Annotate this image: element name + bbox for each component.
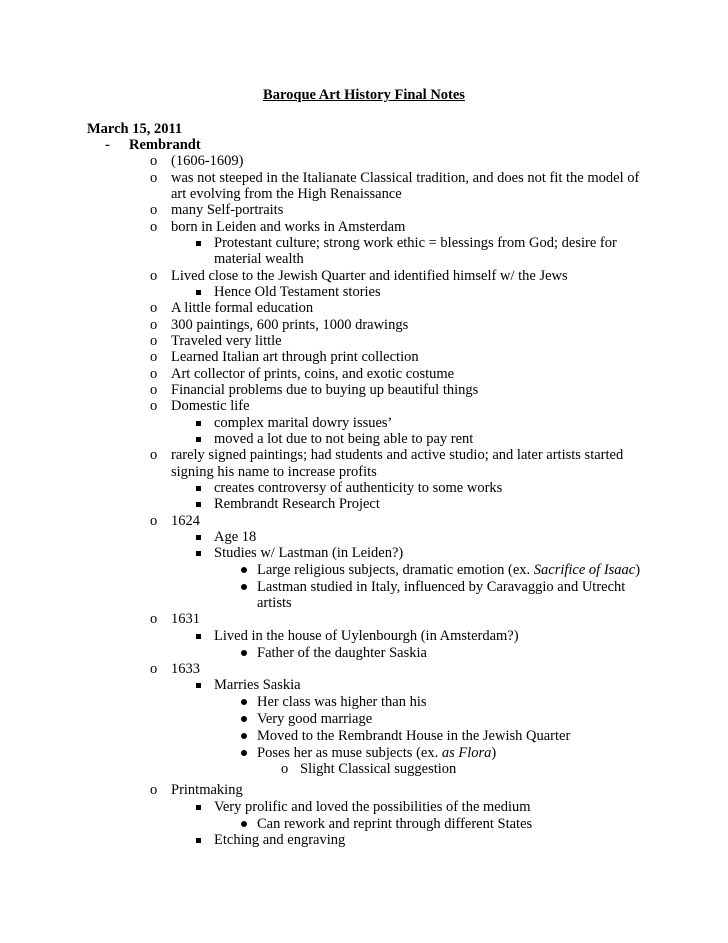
sub-item: Rembrandt Research Project bbox=[214, 496, 380, 512]
square-bullet-icon bbox=[196, 241, 201, 246]
dot-bullet-icon bbox=[241, 699, 247, 705]
list-item: many Self-portraits bbox=[171, 202, 284, 218]
list-item: was not steeped in the Italianate Classical tradition, and does not fit the model of bbox=[171, 170, 640, 186]
sub-item: complex marital dowry issues’ bbox=[214, 415, 393, 431]
square-bullet-icon bbox=[196, 683, 201, 688]
square-bullet-icon bbox=[196, 535, 201, 540]
circle-bullet-icon: o bbox=[150, 782, 158, 798]
square-bullet-icon bbox=[196, 551, 201, 556]
square-bullet-icon bbox=[196, 838, 201, 843]
list-item: born in Leiden and works in Amsterdam bbox=[171, 219, 406, 235]
dot-bullet-icon bbox=[241, 733, 247, 739]
dot-bullet-icon bbox=[241, 716, 247, 722]
list-item: (1606-1609) bbox=[171, 153, 244, 169]
circle-bullet-icon: o bbox=[150, 202, 158, 218]
sub-sub-item: Can rework and reprint through different States bbox=[257, 816, 533, 832]
circle-bullet-icon: o bbox=[150, 219, 158, 235]
list-item: 1631 bbox=[171, 611, 200, 627]
list-item: Printmaking bbox=[171, 782, 243, 798]
square-bullet-icon bbox=[196, 421, 201, 426]
subject-heading: Rembrandt bbox=[129, 137, 201, 153]
sub-item: Studies w/ Lastman (in Leiden?) bbox=[214, 545, 404, 561]
dash-bullet: - bbox=[105, 137, 110, 153]
list-item: Lived close to the Jewish Quarter and identified himself w/ the Jews bbox=[171, 268, 568, 284]
list-item: Learned Italian art through print collection bbox=[171, 349, 419, 365]
sub-item: moved a lot due to not being able to pay rent bbox=[214, 431, 474, 447]
list-item: Traveled very little bbox=[171, 333, 282, 349]
circle-bullet-icon: o bbox=[150, 300, 158, 316]
sub-item-continued: material wealth bbox=[214, 251, 304, 267]
list-item: Art collector of prints, coins, and exotic costume bbox=[171, 366, 455, 382]
circle-bullet-icon: o bbox=[150, 611, 158, 627]
sub-item: Lived in the house of Uylenbourgh (in Amsterdam?) bbox=[214, 628, 519, 644]
square-bullet-icon bbox=[196, 502, 201, 507]
list-item: Domestic life bbox=[171, 398, 250, 414]
square-bullet-icon bbox=[196, 290, 201, 295]
dot-bullet-icon bbox=[241, 567, 247, 573]
circle-bullet-icon: o bbox=[150, 366, 158, 382]
sub-item: Hence Old Testament stories bbox=[214, 284, 381, 300]
circle-bullet-icon: o bbox=[150, 513, 158, 529]
sub-item: Etching and engraving bbox=[214, 832, 346, 848]
sub-sub-item: Her class was higher than his bbox=[257, 694, 427, 710]
dot-bullet-icon bbox=[241, 584, 247, 590]
list-item: rarely signed paintings; had students and active studio; and later artists started bbox=[171, 447, 624, 463]
square-bullet-icon bbox=[196, 437, 201, 442]
list-item: 1633 bbox=[171, 661, 200, 677]
list-item: 1624 bbox=[171, 513, 200, 529]
square-bullet-icon bbox=[196, 634, 201, 639]
sub-item: Age 18 bbox=[214, 529, 257, 545]
page-title: Baroque Art History Final Notes bbox=[263, 87, 465, 103]
circle-bullet-icon: o bbox=[281, 761, 289, 777]
square-bullet-icon bbox=[196, 805, 201, 810]
list-item: Financial problems due to buying up beautiful things bbox=[171, 382, 479, 398]
sub-item: creates controversy of authenticity to some works bbox=[214, 480, 503, 496]
sub-item: Very prolific and loved the possibilities of the medium bbox=[214, 799, 531, 815]
date-heading: March 15, 2011 bbox=[87, 121, 183, 137]
sub-sub-item: Father of the daughter Saskia bbox=[257, 645, 427, 661]
sub-item: Protestant culture; strong work ethic = blessings from God; desire for bbox=[214, 235, 617, 251]
dot-bullet-icon bbox=[241, 650, 247, 656]
sub-sub-item: Lastman studied in Italy, influenced by Caravaggio and Utrecht bbox=[257, 579, 626, 595]
list-item-continued: art evolving from the High Renaissance bbox=[171, 186, 402, 202]
circle-bullet-icon: o bbox=[150, 382, 158, 398]
sub-sub-item-continued: artists bbox=[257, 595, 292, 611]
circle-bullet-icon: o bbox=[150, 333, 158, 349]
circle-bullet-icon: o bbox=[150, 661, 158, 677]
square-bullet-icon bbox=[196, 486, 201, 491]
circle-bullet-icon: o bbox=[150, 447, 158, 463]
dot-bullet-icon bbox=[241, 750, 247, 756]
circle-bullet-icon: o bbox=[150, 349, 158, 365]
dot-bullet-icon bbox=[241, 821, 247, 827]
sub-sub-item: Large religious subjects, dramatic emotion (ex. Sacrifice of Isaac) bbox=[257, 562, 641, 578]
sub-sub-item: Moved to the Rembrandt House in the Jewish Quarter bbox=[257, 728, 571, 744]
circle-bullet-icon: o bbox=[150, 317, 158, 333]
sub-item: Marries Saskia bbox=[214, 677, 301, 693]
sub-sub-sub-item: Slight Classical suggestion bbox=[300, 761, 457, 777]
circle-bullet-icon: o bbox=[150, 170, 158, 186]
sub-sub-item: Very good marriage bbox=[257, 711, 373, 727]
circle-bullet-icon: o bbox=[150, 268, 158, 284]
list-item-continued: signing his name to increase profits bbox=[171, 464, 377, 480]
list-item: A little formal education bbox=[171, 300, 314, 316]
circle-bullet-icon: o bbox=[150, 153, 158, 169]
list-item: 300 paintings, 600 prints, 1000 drawings bbox=[171, 317, 409, 333]
sub-sub-item: Poses her as muse subjects (ex. as Flora) bbox=[257, 745, 497, 761]
circle-bullet-icon: o bbox=[150, 398, 158, 414]
